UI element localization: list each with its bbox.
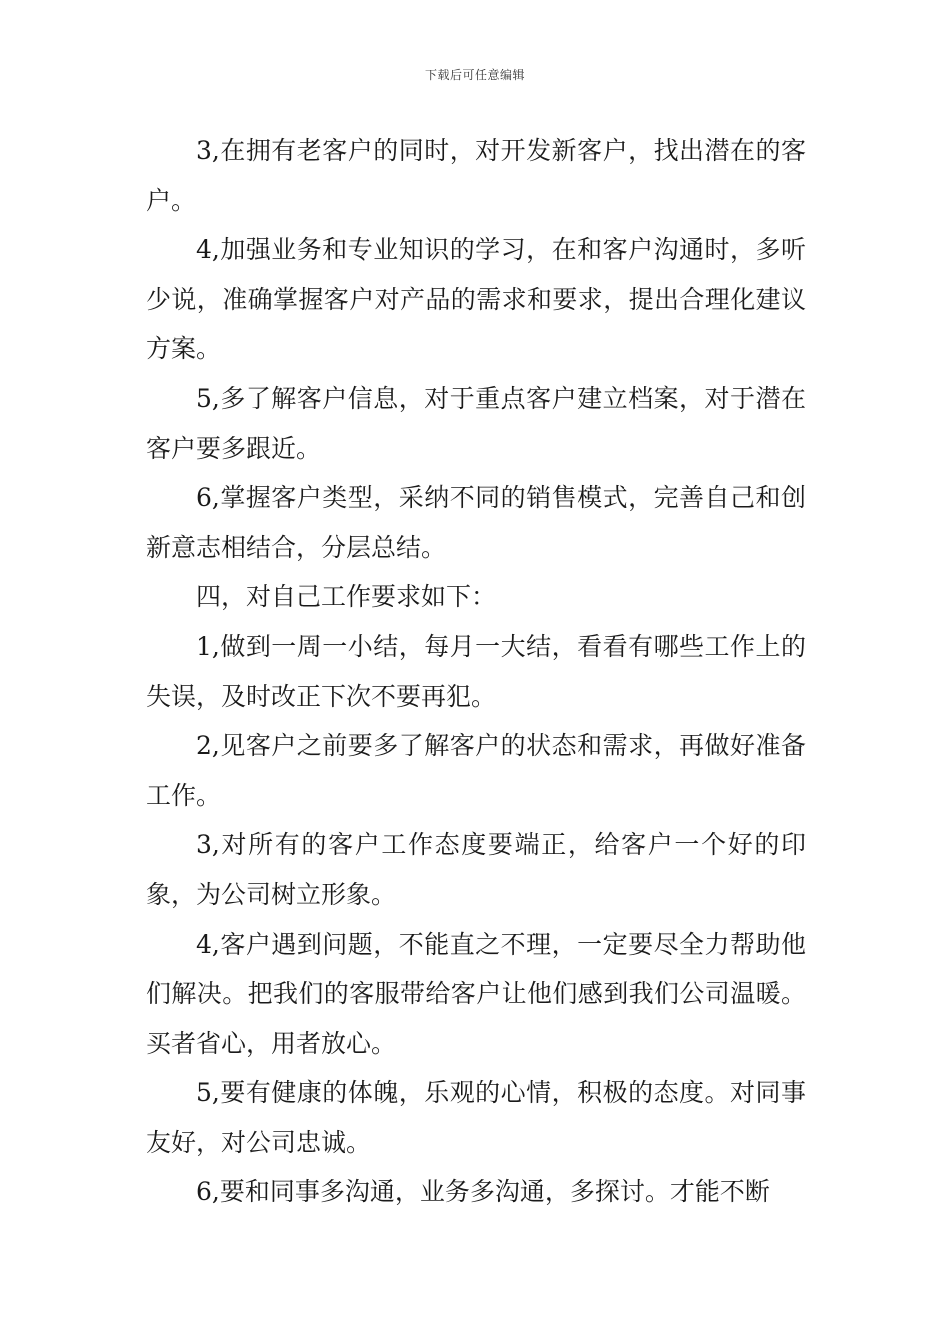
section-heading-4: 四，对自己工作要求如下： (196, 582, 497, 612)
paragraph-requirement-5: 5,要有健康的体魄，乐观的心情，积极的态度。对同事友好，对公司忠诚。 (146, 1078, 806, 1157)
paragraph-requirement-4: 4,客户遇到问题，不能直之不理，一定要尽全力帮助他们解决。把我们的客服带给客户让他们感到我们公司温暖。买者省心，用者放心。 (146, 929, 806, 1058)
paragraph-requirement-3: 3,对所有的客户工作态度要端正，给客户一个好的印象，为公司树立形象。 (146, 830, 806, 909)
paragraph-requirement-1: 1,做到一周一小结，每月一大结，看看有哪些工作上的失误，及时改正下次不要再犯。 (146, 631, 806, 711)
paragraph-item-4-knowledge: 4,加强业务和专业知识的学习，在和客户沟通时，多听少说，准确掌握客户对产品的需求和要求，提出合理化建议方案。 (146, 235, 806, 364)
document-body (146, 126, 806, 1217)
paragraph-requirement-2: 2,见客户之前要多了解客户的状态和需求，再做好准备工作。 (146, 731, 806, 810)
paragraph-item-6-client-types: 6,掌握客户类型，采纳不同的销售模式，完善自己和创新意志相结合，分层总结。 (146, 483, 806, 562)
paragraph-item-3-new-clients: 3,在拥有老客户的同时，对开发新客户，找出潜在的客户。 (146, 136, 806, 215)
paragraph-requirement-6: 6,要和同事多沟通，业务多沟通，多探讨。才能不断 (196, 1177, 770, 1207)
paragraph-item-5-client-info: 5,多了解客户信息，对于重点客户建立档案，对于潜在客户要多跟近。 (146, 383, 806, 463)
header-note: 下载后可任意编辑 (424, 68, 525, 82)
